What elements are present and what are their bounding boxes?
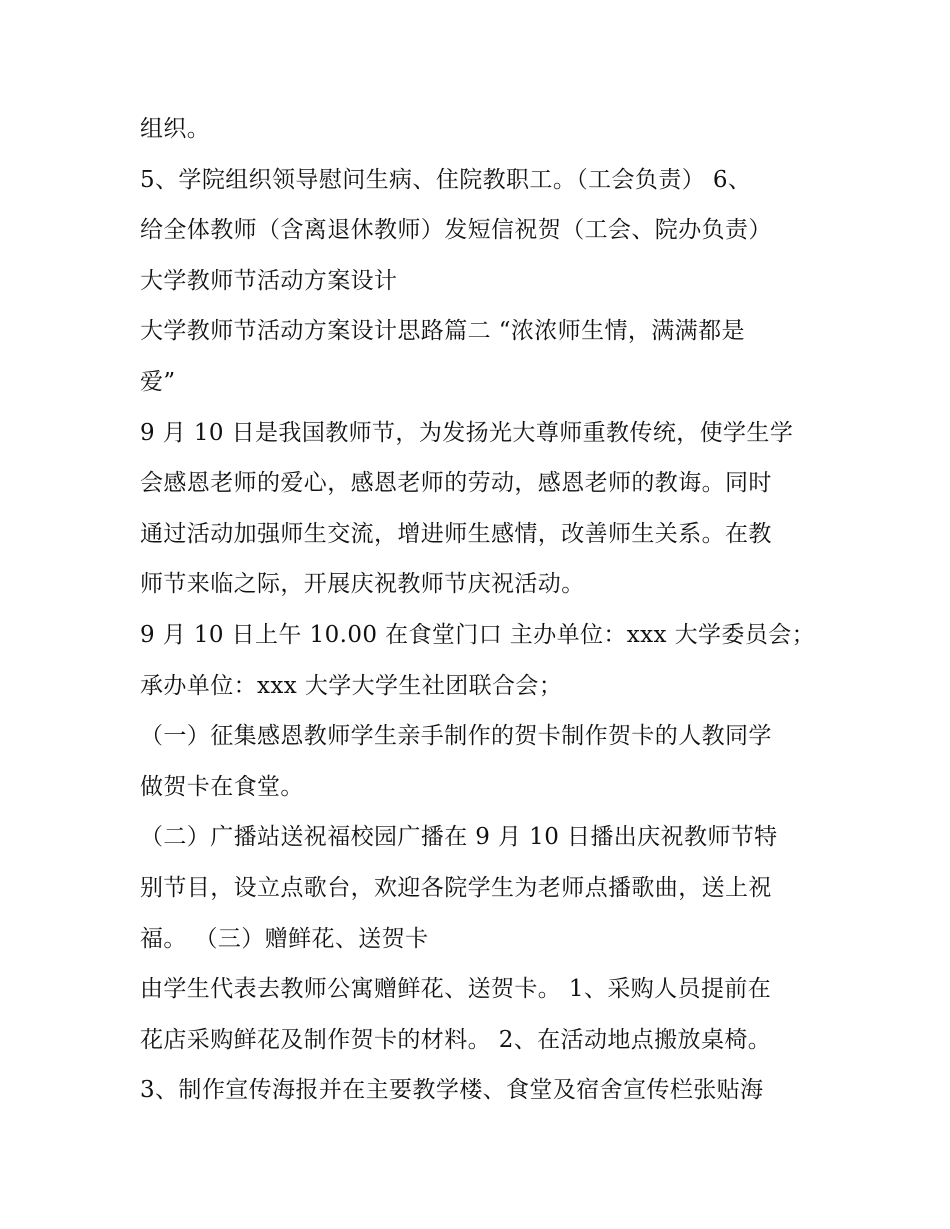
text-line: 做贺卡在食堂。 [140, 773, 304, 800]
text-line: 3、制作宣传海报并在主要教学楼、食堂及宿舍宣传栏张贴海 [140, 1077, 764, 1104]
section-heading: 大学教师节活动方案设计 [140, 267, 398, 294]
text-line: 承办单位：xxx 大学大学生社团联合会； [140, 672, 563, 699]
text-line: 福。 （三）赠鲜花、送贺卡 [140, 925, 429, 952]
text-line: 通过活动加强师生交流，增进师生感情，改善师生关系。在教 [140, 520, 772, 547]
text-line: 组织。 [140, 116, 211, 142]
text-line: 大学教师节活动方案设计思路篇二 “浓浓师生情，满满都是 [140, 318, 745, 345]
text-line: 9 月 10 日是我国教师节，为发扬光大尊师重教传统，使学生学 [140, 419, 794, 446]
text-line: 给全体教师（含离退休教师）发短信祝贺（工会、院办负责） [140, 217, 772, 244]
text-line: 9 月 10 日上午 10.00 在食堂门口 主办单位：xxx 大学委员会； [140, 621, 816, 648]
text-line: 爱” [140, 368, 176, 395]
text-line: 师节来临之际，开展庆祝教师节庆祝活动。 [140, 571, 585, 598]
text-line: 花店采购鲜花及制作贺卡的材料。 2、在活动地点搬放桌椅。 [140, 1026, 772, 1053]
text-line: （一）征集感恩教师学生亲手制作的贺卡制作贺卡的人教同学 [140, 723, 772, 750]
document-body [140, 104, 830, 1116]
text-line: 由学生代表去教师公寓赠鲜花、送贺卡。 1、采购人员提前在 [140, 976, 772, 1003]
text-line: 别节目，设立点歌台，欢迎各院学生为老师点播歌曲，送上祝 [140, 874, 772, 901]
text-line: 会感恩老师的爱心，感恩老师的劳动，感恩老师的教诲。同时 [140, 470, 772, 497]
text-line: 5、学院组织领导慰问生病、住院教职工。（工会负责） 6、 [140, 166, 752, 193]
text-line: （二）广播站送祝福校园广播在 9 月 10 日播出庆祝教师节特 [140, 824, 778, 851]
